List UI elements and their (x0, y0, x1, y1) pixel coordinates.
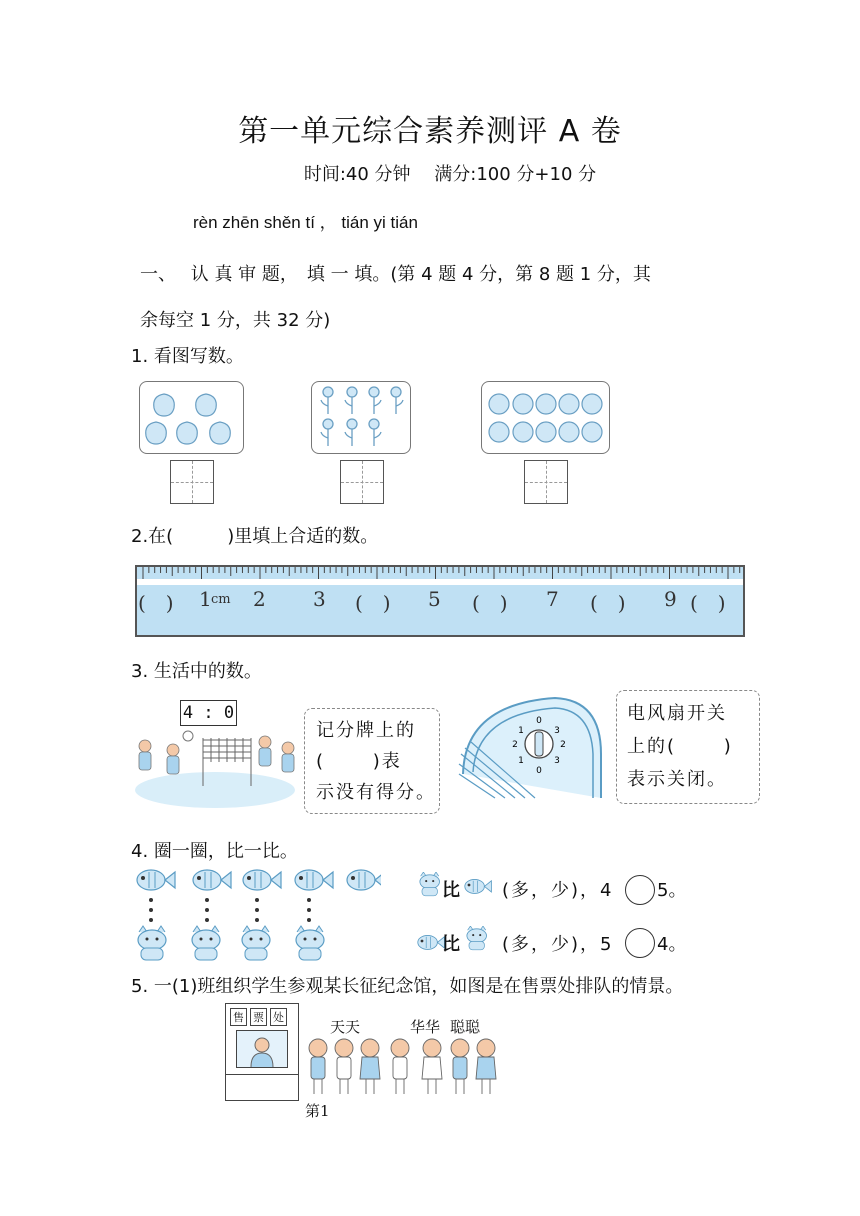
fish-cat-matching (131, 866, 381, 964)
ruler-label-2: 2 (253, 587, 266, 611)
ruler-blank-6[interactable]: ( ) (472, 591, 508, 615)
section-heading (140, 252, 740, 344)
answer-box-2[interactable] (340, 460, 384, 504)
question-5-label: 5. 一(1)班组织学生参观某长征纪念馆，如图是在售票处排队的情景。 (131, 976, 684, 997)
ruler-unit-cm: cm (211, 592, 231, 607)
answer-box-3[interactable] (524, 460, 568, 504)
question-2-label: 2.在( )里填上合适的数。 (131, 526, 379, 547)
booth-sign (230, 1008, 287, 1026)
question-3-label: 3. 生活中的数。 (131, 661, 262, 682)
ruler-white-strip (137, 579, 743, 585)
compare-text-2[interactable]: (多，少)，5 (502, 934, 614, 955)
peach-picture-box (139, 381, 244, 454)
fan-digit-bottom-0: 0 (536, 766, 542, 776)
fan-digit-3b: 3 (554, 756, 560, 766)
name-congcong: 聪聪 (450, 1018, 481, 1036)
flower-picture-box (311, 381, 411, 454)
section-heading-line2: 余每空 1 分，共 32 分) (140, 310, 331, 331)
compare-bi-1: 比 (442, 880, 460, 901)
ruler-label-3: 3 (313, 587, 326, 611)
pinyin-line: rèn zhēn shěn tí ， tián yi tián (193, 213, 418, 232)
booth-counter (226, 1074, 298, 1075)
ruler-label-9: 9 (664, 587, 677, 611)
apple-picture-box (481, 381, 610, 454)
section-heading-line1: 一、 认 真 审 题， 填 一 填。(第 4 题 4 分，第 8 题 1 分，其 (140, 264, 651, 285)
cat-icon (415, 872, 445, 908)
flower-group (312, 382, 410, 453)
exam-time-score: 时间:40 分钟 满分:100 分+10 分 (303, 164, 597, 185)
ruler-label-5: 5 (428, 587, 441, 611)
fan-question-card (616, 690, 760, 804)
queue-children-illustration (302, 1036, 502, 1098)
fish-icon (462, 878, 494, 898)
ticket-seller-illustration (237, 1031, 287, 1067)
name-tiantian: 天天 (330, 1018, 361, 1036)
apple-group (482, 382, 609, 453)
question-4-label: 4. 圈一圈，比一比。 (131, 841, 298, 862)
scoreboard-question-card (304, 708, 440, 814)
fan-digit-top-0: 0 (536, 716, 542, 726)
peach-group (140, 382, 243, 453)
compare-circle-2[interactable] (625, 928, 655, 958)
fan-digit-1a: 1 (518, 726, 524, 736)
booth-window (236, 1030, 288, 1068)
ticket-booth (225, 1003, 299, 1101)
compare-bi-2: 比 (442, 934, 460, 955)
right-card-line2[interactable]: 上的( ) (627, 736, 733, 757)
fan-digit-1b: 1 (518, 756, 524, 766)
right-card-line1: 电风扇开关 (627, 703, 727, 724)
booth-sign-char: 处 (270, 1008, 287, 1026)
ruler-blank-8[interactable]: ( ) (590, 591, 626, 615)
compare-circle-1[interactable] (625, 875, 655, 905)
cat-icon (462, 926, 492, 962)
left-card-line3: 示没有得分。 (316, 782, 436, 803)
volleyball-scene-illustration (133, 728, 298, 810)
question-1-label: 1. 看图写数。 (131, 346, 244, 367)
ruler-blank-0[interactable]: ( ) (138, 591, 174, 615)
fan-digit-2b: 2 (560, 740, 566, 750)
compare-text-1[interactable]: (多，少)，4 (502, 880, 614, 901)
fan-digit-2a: 2 (512, 740, 518, 750)
first-in-line-label: 第1 (305, 1102, 330, 1120)
booth-sign-char: 售 (230, 1008, 247, 1026)
compare-after-2: 4。 (657, 934, 687, 955)
ruler-blank-4[interactable]: ( ) (355, 591, 391, 615)
scoreboard: 4 : 0 (180, 700, 237, 726)
booth-sign-char: 票 (250, 1008, 267, 1026)
ruler-blank-10[interactable]: ( ) (690, 591, 726, 615)
left-card-line1: 记分牌上的 (316, 720, 416, 741)
ruler-label-1: 1 (199, 587, 212, 611)
left-card-line2[interactable]: ( )表 (316, 751, 402, 772)
fan-digit-3a: 3 (554, 726, 560, 736)
ruler-label-7: 7 (546, 587, 559, 611)
fan-switch-illustration (455, 694, 605, 800)
compare-after-1: 5。 (657, 880, 687, 901)
name-huahua: 华华 (410, 1018, 441, 1036)
answer-box-1[interactable] (170, 460, 214, 504)
page-title: 第一单元综合素养测评 A 卷 (238, 114, 622, 149)
right-card-line3: 表示关闭。 (627, 769, 727, 790)
